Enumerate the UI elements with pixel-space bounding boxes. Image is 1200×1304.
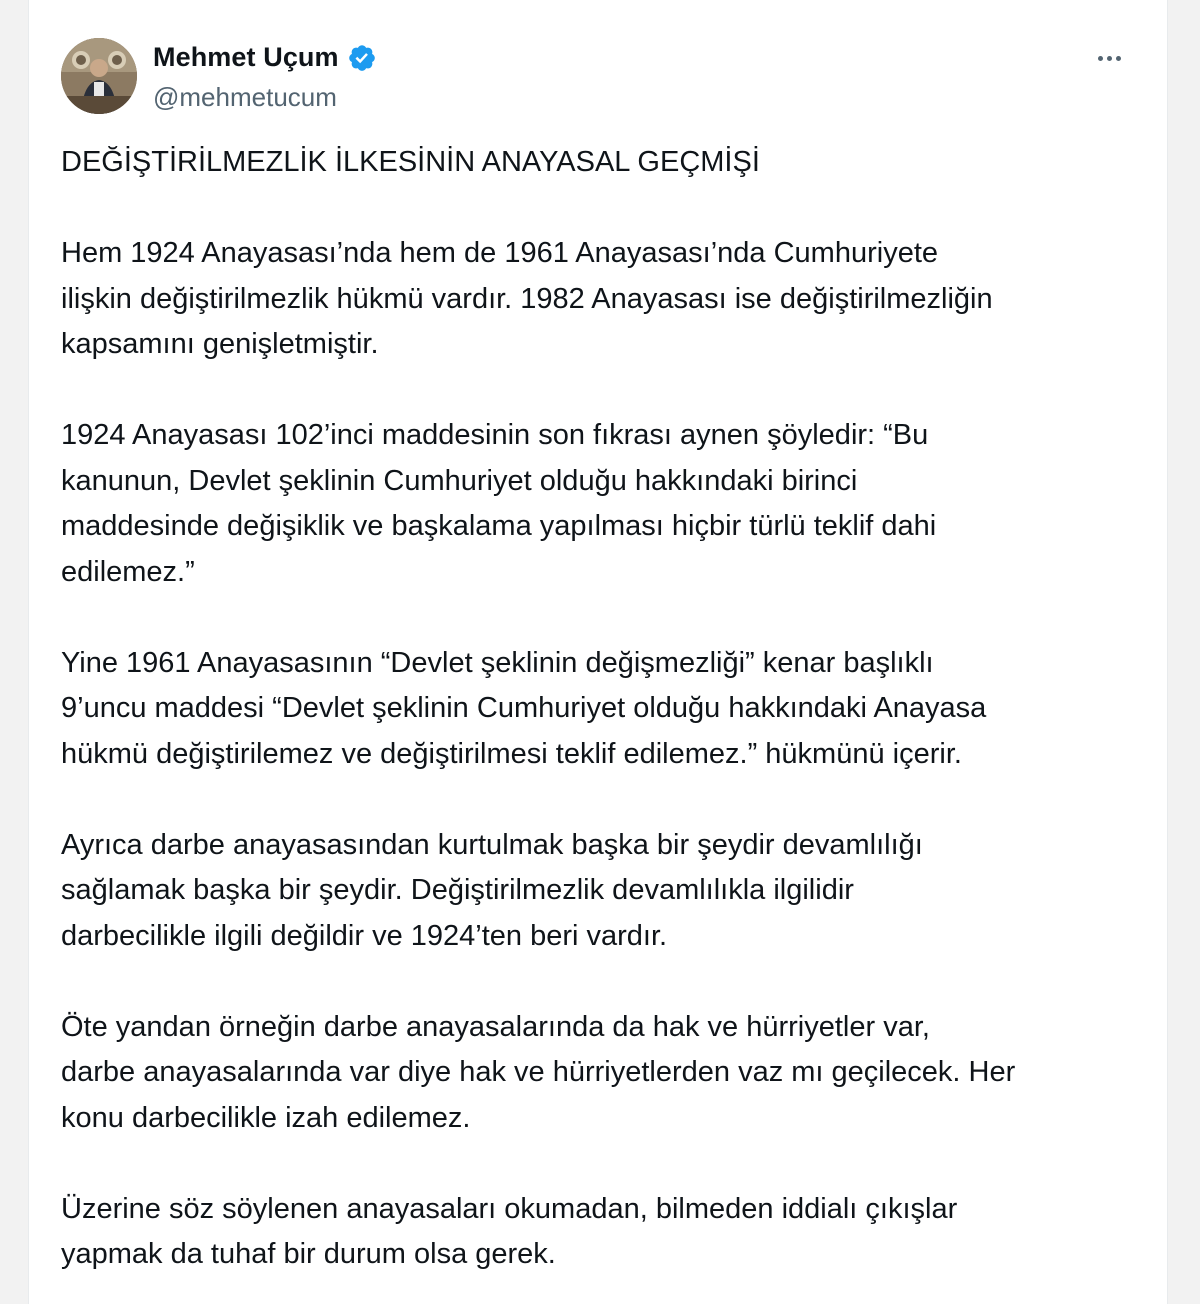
display-name[interactable]: Mehmet Uçum: [153, 42, 339, 72]
tweet-text: [61, 140, 1151, 1278]
tweet-paragraph: Hem 1924 Anayasası’nda hem de 1961 Anayasası’nda Cumhuriyete ilişkin değiştirilmezlik hükmü vardır. 1982 Anayasası ise değiştirilmezliğin kapsamını genişletmiştir.: [61, 237, 993, 360]
tweet-paragraph: Ayrıca darbe anayasasından kurtulmak başka bir şeydir devamlılığı sağlamak başka bir şeydir. Değiştirilmezlik devamlılıkla ilgilidir darbecilikle ilgili değildir ve 1924’ten beri vardır.: [61, 828, 923, 952]
tweet-header: [61, 38, 1137, 118]
user-handle[interactable]: @mehmetucum: [153, 82, 337, 112]
more-options-icon[interactable]: [1091, 46, 1127, 70]
tweet-paragraph: Öte yandan örneğin darbe anayasalarında da hak ve hürriyetler var, darbe anayasalarında var diye hak ve hürriyetlerden vaz mı geçilecek. Her konu darbecilikle izah edilemez.: [61, 1010, 1016, 1134]
tweet-paragraph: Üzerine söz söylenen anayasaları okumadan, bilmeden iddialı çıkışlar yapmak da tuhaf bir durum olsa gerek.: [61, 1192, 958, 1270]
avatar[interactable]: [61, 38, 137, 114]
avatar-photo-icon: [61, 38, 137, 114]
tweet-paragraph: Yine 1961 Anayasasının “Devlet şeklinin değişmezliği” kenar başlıklı 9’uncu maddesi “Devlet şeklinin Cumhuriyet olduğu hakkındaki Anayasa hükmü değiştirilemez ve değiştirilmesi teklif edilemez.” hükmünü içerir.: [61, 646, 987, 770]
tweet-card: [28, 0, 1168, 1304]
tweet-paragraph-title: DEĞİŞTİRİLMEZLİK İLKESİNİN ANAYASAL GEÇMİŞİ: [61, 146, 760, 178]
name-row: [153, 42, 377, 73]
tweet-paragraph: 1924 Anayasası 102’inci maddesinin son fıkrası aynen şöyledir: “Bu kanunun, Devlet şeklinin Cumhuriyet olduğu hakkındaki birinci maddesinde değişiklik ve başkalama yapılması hiçbir türlü teklif dahi edilemez.”: [61, 419, 937, 588]
verified-badge-icon: [347, 43, 377, 73]
